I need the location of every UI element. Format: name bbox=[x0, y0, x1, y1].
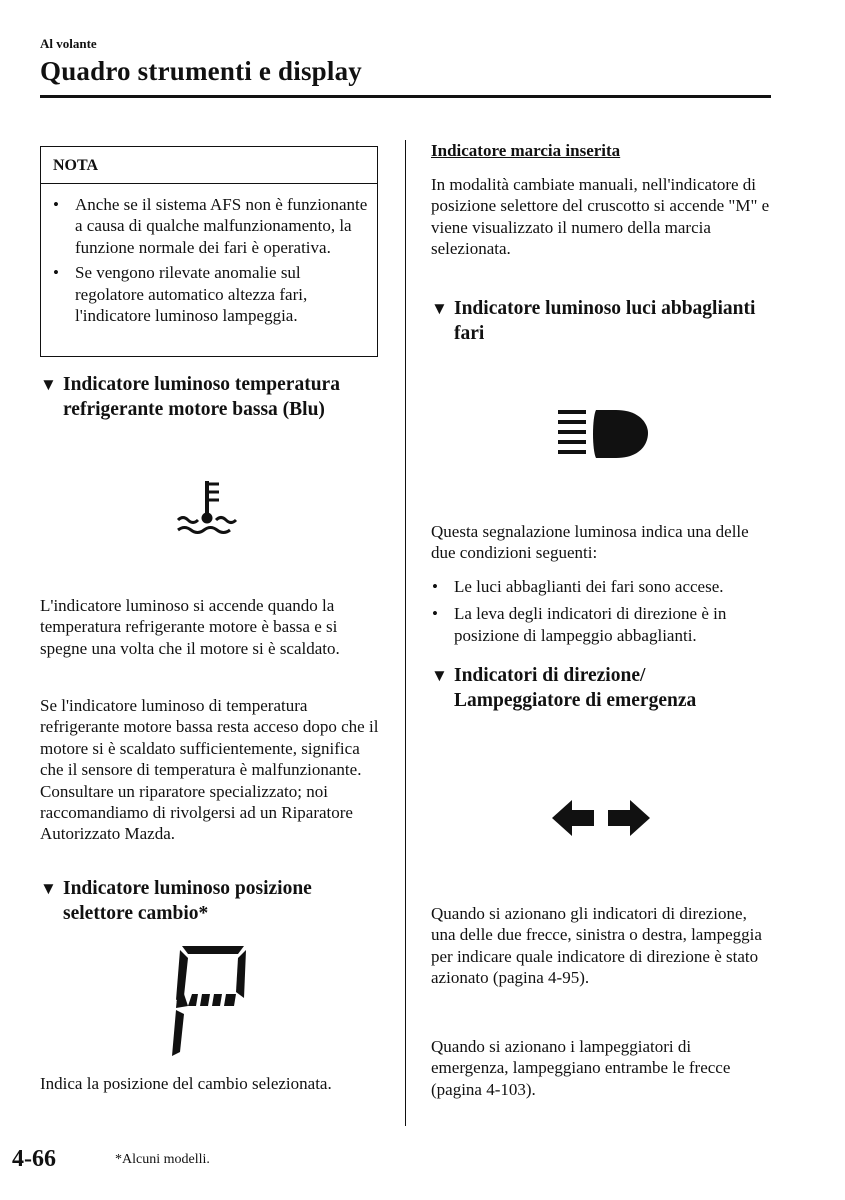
note-box bbox=[40, 146, 378, 357]
selector-paragraph: Indica la posizione del cambio selezionata. bbox=[40, 1074, 332, 1093]
column-divider bbox=[405, 140, 406, 1126]
high-beam-intro: Questa segnalazione luminosa indica una delle due condizioni seguenti: bbox=[431, 522, 749, 563]
high-beam-icon bbox=[556, 406, 648, 462]
coolant-temperature-icon bbox=[174, 478, 240, 538]
triangle-bullet-icon: ▼ bbox=[431, 299, 448, 318]
coolant-heading-text: Indicatore luminoso temperatura refrigerante motore bassa (Blu) bbox=[63, 374, 340, 420]
coolant-paragraph-2: Se l'indicatore luminoso di temperatura refrigerante motore bassa resta acceso dopo che il motore si è scaldato sufficientemente, significa che il sensore di temperatura è malfunzionante. Consultare un riparatore specializzato; noi raccomandiamo di rivolgersi ad un Riparatore Autorizzato Mazda. bbox=[40, 696, 379, 844]
list-item: • Le luci abbaglianti dei fari sono accese. bbox=[454, 576, 772, 597]
triangle-bullet-icon: ▼ bbox=[40, 375, 57, 394]
note-list bbox=[41, 184, 377, 326]
triangle-bullet-icon: ▼ bbox=[431, 666, 448, 685]
gear-position-p-icon bbox=[168, 940, 252, 1060]
turn-signal-paragraph-2: Quando si azionano i lampeggiatori di emergenza, lampeggiano entrambe le frecce (pagina 4-103). bbox=[431, 1037, 731, 1099]
list-item: • La leva degli indicatori di direzione è in posizione di lampeggio abbaglianti. bbox=[454, 603, 772, 646]
note-title: NOTA bbox=[41, 147, 377, 184]
high-beam-list bbox=[431, 576, 772, 652]
high-beam-heading bbox=[431, 296, 771, 346]
page-number: 4-66 bbox=[12, 1146, 56, 1172]
footnote: *Alcuni modelli. bbox=[115, 1152, 210, 1167]
triangle-bullet-icon: ▼ bbox=[40, 879, 57, 898]
selector-heading-text: Indicatore luminoso posizione selettore cambio* bbox=[63, 878, 312, 924]
coolant-heading bbox=[40, 372, 385, 422]
page-title: Quadro strumenti e display bbox=[40, 56, 362, 86]
turn-signal-heading bbox=[431, 663, 771, 713]
high-beam-heading-text: Indicatore luminoso luci abbaglianti fari bbox=[454, 298, 756, 344]
section-label: Al volante bbox=[40, 36, 97, 51]
coolant-paragraph-1: L'indicatore luminoso si accende quando la temperatura refrigerante motore è bassa e si spegne una volta che il motore si è scaldato. bbox=[40, 596, 340, 658]
turn-signal-heading-text: Indicatori di direzione/ Lampeggiatore di emergenza bbox=[454, 665, 697, 711]
selector-heading bbox=[40, 876, 385, 926]
title-rule bbox=[40, 95, 771, 98]
turn-signal-paragraph-1: Quando si azionano gli indicatori di direzione, una delle due frecce, sinistra o destra, lampeggia per indicare quale indicatore di direzione è stato azionato (pagina 4-95). bbox=[431, 904, 762, 988]
gear-indicator-heading: Indicatore marcia inserita bbox=[431, 141, 621, 160]
note-item: • Anche se il sistema AFS non è funzionante a causa di qualche malfunzionamento, la funzione normale dei fari è operativa. bbox=[75, 194, 369, 258]
gear-indicator-paragraph: In modalità cambiate manuali, nell'indicatore di posizione selettore del cruscotto si accende "M" e viene visualizzato il numero della marcia selezionata. bbox=[431, 175, 770, 259]
note-item: • Se vengono rilevate anomalie sul regolatore automatico altezza fari, l'indicatore luminoso lampeggia. bbox=[75, 262, 369, 326]
turn-signal-arrows-icon bbox=[552, 798, 650, 838]
